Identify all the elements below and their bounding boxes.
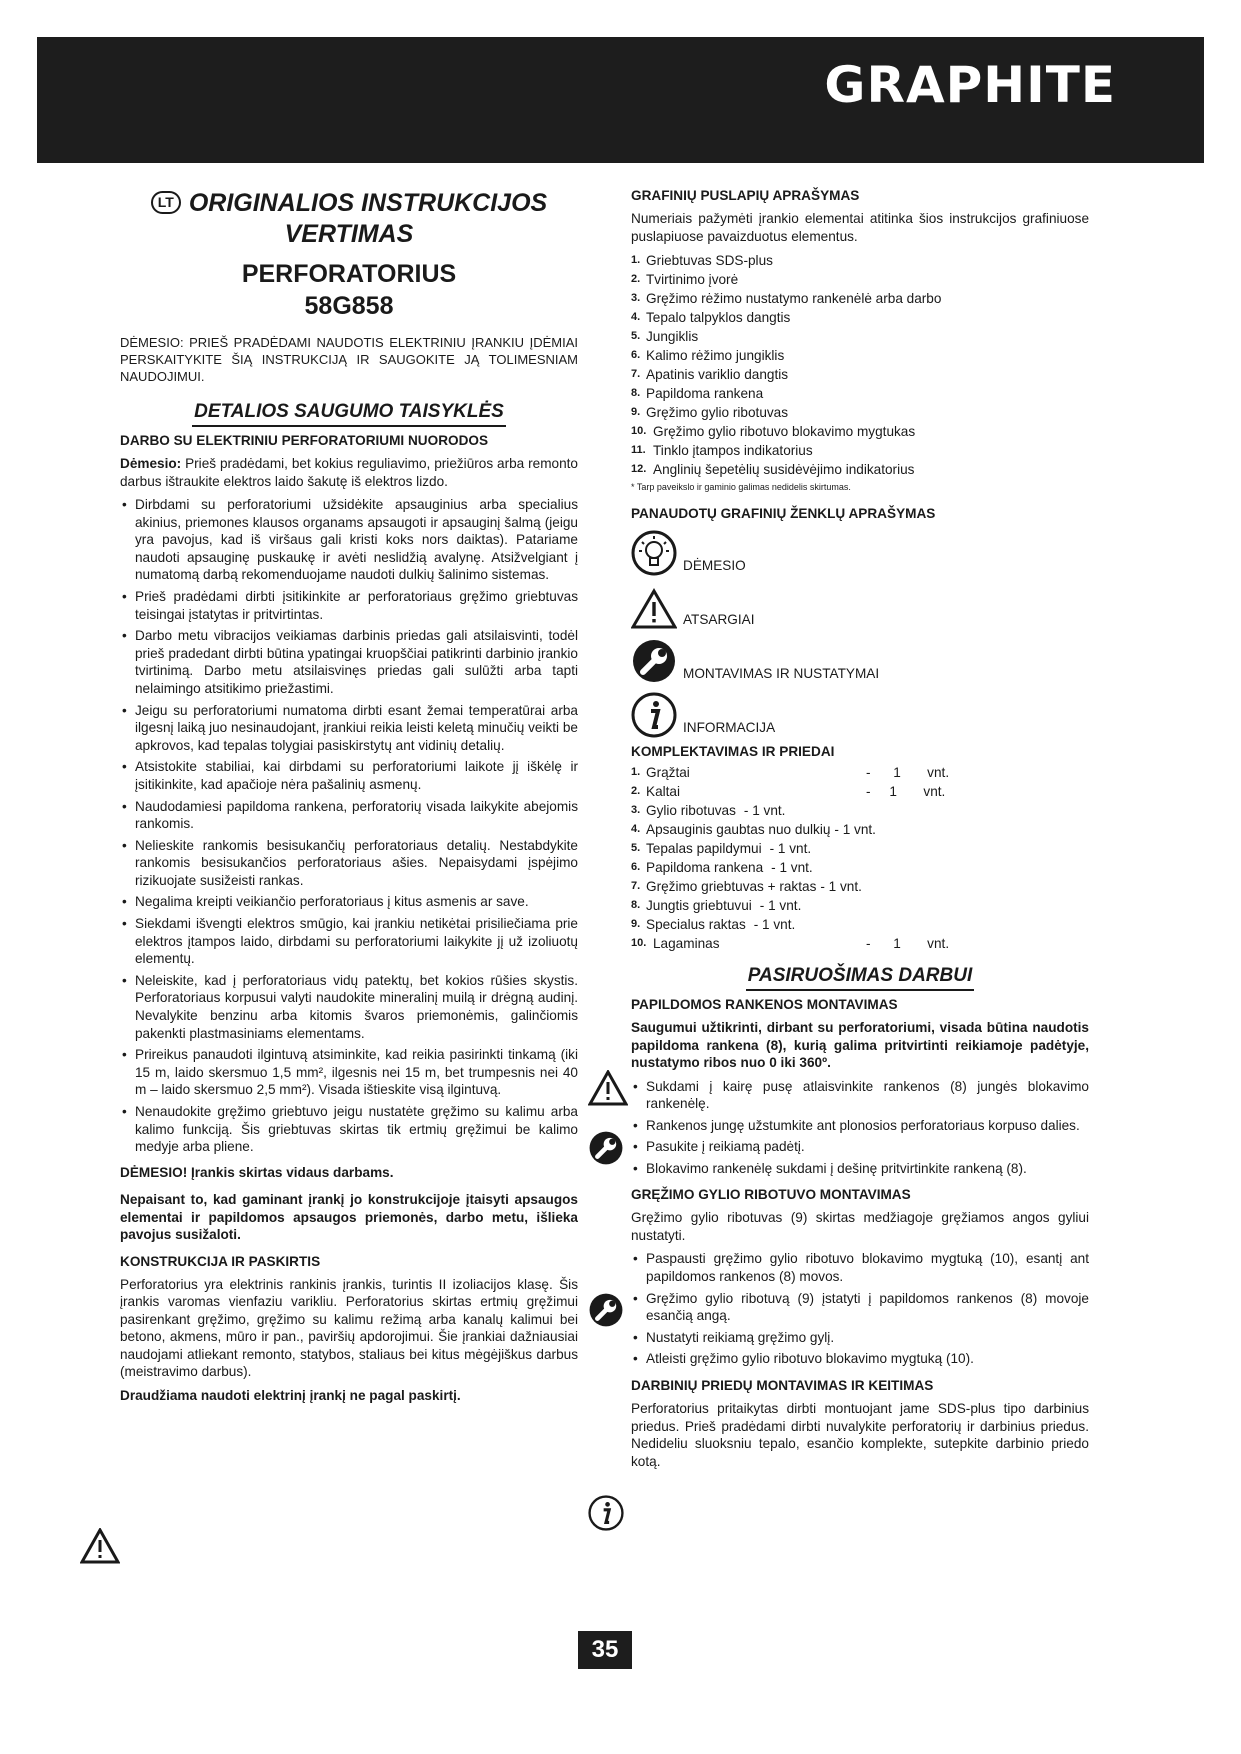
- list-item: 10. Gręžimo gylio ribotuvo blokavimo mygtukas: [631, 424, 916, 439]
- list-item: • Jeigu su perforatoriumi numatoma dirbti esant žemai temperatūrai arba ilgesnį laiką juo nesinaudojant, įrankiui reikia leisti keletą minučių veikti be apkrovos, kad tepalas tolygiai pasiskirstytų ant vidinių detalių.: [120, 702, 578, 755]
- list-item: • Gręžimo gylio ribotuvą (9) įstatyti į papildomos rankenos (8) movoje esančią angą.: [631, 1290, 1089, 1325]
- list-item: 6. Papildoma rankena - 1 vnt.: [631, 860, 813, 875]
- tools-text: Perforatorius pritaikytas dirbti montuojant jame SDS-plus tipo darbinius priedus. Prieš pradėdami dirbti nuvalykite perforatorių ir darbinius priedus. Nedideliu sluoksniu tepalo, esančio komplekte, sutepkite darbinio priedo kotą.: [631, 1401, 1089, 1469]
- list-item: • Sukdami į kairę pusę atlaisvinkite rankenos (8) jungės blokavimo rankenėlę.: [631, 1078, 1089, 1113]
- residual-risk: Nepaisant to, kad gaminant įrankį jo konstrukcijoje įtaisyti apsaugos elementai ir papildomos apsaugos priemonės, darbo metu, išlieka pavojus susižaloti.: [120, 1192, 578, 1243]
- right-column: [631, 188, 1089, 1476]
- list-item: 9. Specialus raktas - 1 vnt.: [631, 917, 796, 932]
- list-item: • Rankenos jungę užstumkite ant plonosios perforatoriaus korpuso dalies.: [631, 1117, 1089, 1135]
- list-item: 9. Gręžimo gylio ribotuvas: [631, 405, 789, 420]
- list-item: • Atleisti gręžimo gylio ribotuvo blokavimo mygtuką (10).: [631, 1350, 1089, 1368]
- list-item: • Blokavimo rankenėlę sukdami į dešinę pritvirtinkite rankeną (8).: [631, 1160, 1089, 1178]
- list-item: • Siekdami išvengti elektros smūgio, kai įrankiu netikėtai prisiliečiama prie elektros įtampos laido, dirbdami su perforatoriumi laikykite jį už izoliuotų elementų.: [120, 915, 578, 968]
- tools-heading: DARBINIŲ PRIEDŲ MONTAVIMAS IR KEITIMAS: [631, 1378, 934, 1394]
- list-item: 4. Tepalo talpyklos dangtis: [631, 310, 791, 325]
- forbidden-use: Draudžiama naudoti elektrinį įrankį ne pagal paskirtį.: [120, 1387, 461, 1403]
- brand-logo: GRAPHITE: [824, 56, 1116, 114]
- list-item: 8. Jungtis griebtuvui - 1 vnt.: [631, 898, 802, 913]
- list-item: • Atsistokite stabiliai, kai dirbdami su perforatoriumi laikote jį iškėlę ir įsitikinkite, kad apačioje nėra pašalinių asmenų.: [120, 758, 578, 793]
- safety-bullet-list: [120, 496, 578, 1156]
- indoor-warning: DĖMESIO! Įrankis skirtas vidaus darbams.: [120, 1164, 394, 1180]
- info-icon: [631, 692, 677, 738]
- graphics-heading: GRAFINIŲ PUSLAPIŲ APRAŠYMAS: [631, 188, 860, 203]
- list-item: 7. Apatinis variklio dangtis: [631, 367, 789, 382]
- list-item: • Neleiskite, kad į perforatoriaus vidų patektų, bet kokios rūšies skystis. Perforatoriaus korpusui valyti naudokite mineralinį muilą ir drėgną audinį. Nevalykite benzinu arba kitomis švaros priemonėmis, galinčiomis pakenkti plastmasiniams elementams.: [120, 972, 578, 1042]
- product-code: 58G858: [304, 292, 394, 320]
- prep-section-title: PASIRUOŠIMAS DARBUI: [631, 965, 1089, 987]
- warning-caps: DĖMESIO: PRIEŠ PRADĖDAMI NAUDOTIS ELEKTRINIU ĮRANKIU ĮDĖMIAI PERSKAITYKITE ŠIĄ INSTRUKCIJĄ IR SAUGOKITE JĄ TOLIMESNIAM NAUDOJIMUI.: [120, 335, 578, 384]
- symbol-info: INFORMACIJA: [631, 690, 1089, 738]
- warning-triangle-icon: [631, 588, 677, 630]
- list-item: 12. Anglinių šepetėlių susidėvėjimo indikatorius: [631, 462, 915, 477]
- kit-list: [631, 763, 1089, 953]
- safety-section-title: DETALIOS SAUGUMO TAISYKLĖS: [120, 401, 578, 423]
- warning-triangle-icon: [80, 1528, 120, 1564]
- page-number: 35: [578, 1631, 632, 1669]
- list-item: 11. Tinklo įtampos indikatorius: [631, 443, 813, 458]
- symbol-attention: DĖMESIO: [631, 528, 1089, 576]
- list-item: 2. Kaltai - 1 vnt.: [631, 784, 946, 799]
- info-icon: [588, 1495, 624, 1531]
- list-item: 3. Gręžimo rėžimo nustatymo rankenėlė arba darbo: [631, 291, 942, 306]
- handle-warning: Saugumui užtikrinti, dirbant su perforatoriumi, visada būtina naudotis papildoma rankena (8), kurią galima pritvirtinti reikiamoje padėtyje, nustatymo ribos nuo 0 iki 360º.: [631, 1020, 1089, 1070]
- list-item: • Prireikus panaudoti ilgintuvą atsiminkite, kad reikia pasirinkti tinkamą (iki 15 m, laido skersmuo 1,5 mm², ilgesnis nei 15 m, bet trumpesnis nei 40 m – laido skersmuo 2,5 mm²). Visada ištieskite visą ilgintuvą.: [120, 1046, 578, 1099]
- symbols-heading: PANAUDOTŲ GRAFINIŲ ŽENKLŲ APRAŠYMAS: [631, 506, 936, 521]
- list-item: 10. Lagaminas - 1 vnt.: [631, 936, 950, 951]
- list-item: 4. Apsauginis gaubtas nuo dulkių - 1 vnt.: [631, 822, 876, 837]
- list-item: • Pasukite į reikiamą padėtį.: [631, 1138, 1089, 1156]
- lightbulb-icon: [631, 530, 677, 576]
- list-item: 8. Papildoma rankena: [631, 386, 764, 401]
- symbol-mounting: MONTAVIMAS IR NUSTATYMAI: [631, 636, 1089, 684]
- list-item: • Nelieskite rankomis besisukančių perforatoriaus detalių. Nestabdykite rankomis besisukančios perforatoriaus ašies. Nepaisydami įspėjimo rizikuojate susižeisti rankas.: [120, 837, 578, 890]
- list-item: • Nustatyti reikiamą gręžimo gylį.: [631, 1329, 1089, 1347]
- language-badge: LT: [151, 191, 181, 214]
- list-item: • Paspausti gręžimo gylio ribotuvo blokavimo mygtuką (10), esantį ant papildomos rankenos (8) movos.: [631, 1250, 1089, 1285]
- wrench-icon: [631, 638, 677, 684]
- list-item: 3. Gylio ribotuvas - 1 vnt.: [631, 803, 786, 818]
- list-item: 6. Kalimo rėžimo jungiklis: [631, 348, 785, 363]
- graphics-intro: Numeriais pažymėti įrankio elementai atitinka šios instrukcijos grafiniuose puslapiuose pavaizduotus elementus.: [631, 211, 1089, 244]
- list-item: 1. Griebtuvas SDS-plus: [631, 253, 773, 268]
- list-item: • Prieš pradėdami dirbti įsitikinkite ar perforatoriaus gręžimo griebtuvas teisingai įstatytas ir pritvirtintas.: [120, 588, 578, 623]
- list-item: • Darbo metu vibracijos veikiamas darbinis priedas gali atsilaisvinti, todėl prieš pradedant dirbti būtina ypatingai kruopščiai patikrinti darbinio įrankio tvirtinimą. Darbo metu atsilaisvinęs priedas gali sulūžti arba tapti nelaimingo atsitikimo priežastimi.: [120, 627, 578, 697]
- list-item: 1. Grąžtai - 1 vnt.: [631, 765, 950, 780]
- list-item: • Nenaudokite gręžimo griebtuvo jeigu nustatėte gręžimo su kalimu arba kalimo funkciją. Šis griebtuvas skirtas tik ertmių gręžimui be kalimo medyje arba pliene.: [120, 1103, 578, 1156]
- handle-heading: PAPILDOMOS RANKENOS MONTAVIMAS: [631, 997, 898, 1012]
- attention-paragraph: Dėmesio: Prieš pradėdami, bet kokius reguliavimo, priežiūros arba remonto darbus ištraukite elektros laido šakutę iš elektros lizdo.: [120, 456, 578, 489]
- list-item: 7. Gręžimo griebtuvas + raktas - 1 vnt.: [631, 879, 862, 894]
- work-heading: DARBO SU ELEKTRINIU PERFORATORIUMI NUORODOS: [120, 433, 489, 448]
- product-name: PERFORATORIUS: [241, 260, 457, 288]
- depth-intro: Gręžimo gylio ribotuvas (9) skirtas medžiagoje gręžiamos angos gyliui nustatyti.: [631, 1210, 1089, 1243]
- left-column: [120, 188, 578, 1410]
- kit-heading: KOMPLEKTAVIMAS IR PRIEDAI: [631, 744, 835, 759]
- depth-heading: GRĘŽIMO GYLIO RIBOTUVO MONTAVIMAS: [631, 1187, 911, 1203]
- parts-note: * Tarp paveikslo ir gaminio galimas nedidelis skirtumas.: [631, 482, 851, 492]
- wrench-icon: [588, 1130, 624, 1166]
- list-item: • Dirbdami su perforatoriumi užsidėkite apsauginius arba specialius akinius, priemones klausos organams apsaugoti ir apsauginį šalmą (jeigu yra pavojus, kad iš viršaus gali kristi koks nors daiktas). Patariame naudoti apsauginę puskaukę ir avėti neslidžią avalynę. Atsižvelgiant į numatomą darbą rekomenduojame naudoti dulkių šalinimo sistemas.: [120, 496, 578, 584]
- wrench-icon: [588, 1292, 624, 1328]
- product-title: [120, 258, 578, 322]
- construction-text: Perforatorius yra elektrinis rankinis įrankis, turintis II izoliacijos klasę. Šis įrankis varomas vienfaziu varikliu. Perforatorius skirtas ertmių gręžimui pasirenkant gręžimo, gręžimo su kalimu režimą arba kanalų kalimui bei betono, akmens, mūro ir pan., paviršių apdorojimui. Šie įrankiai dažniausiai naudojami atliekant remonto, statybos, staliaus bei kitus mėgėjiškus darbus (meistravimo darbus).: [120, 1276, 578, 1380]
- list-item: • Negalima kreipti veikiančio perforatoriaus į kitus asmenis ar save.: [120, 893, 578, 911]
- list-item: • Naudodamiesi papildoma rankena, perforatorių visada laikykite abejomis rankomis.: [120, 798, 578, 833]
- list-item: 5. Jungiklis: [631, 329, 699, 344]
- list-item: 5. Tepalas papildymui - 1 vnt.: [631, 841, 812, 856]
- warning-triangle-icon: [588, 1070, 628, 1106]
- parts-list: [631, 251, 1089, 479]
- list-item: 2. Tvirtinimo įvorė: [631, 272, 739, 287]
- page-title: LT ORIGINALIOS INSTRUKCIJOS VERTIMAS: [120, 188, 578, 250]
- symbol-caution: ATSARGIAI: [631, 582, 1089, 630]
- construction-heading: KONSTRUKCIJA IR PASKIRTIS: [120, 1253, 321, 1269]
